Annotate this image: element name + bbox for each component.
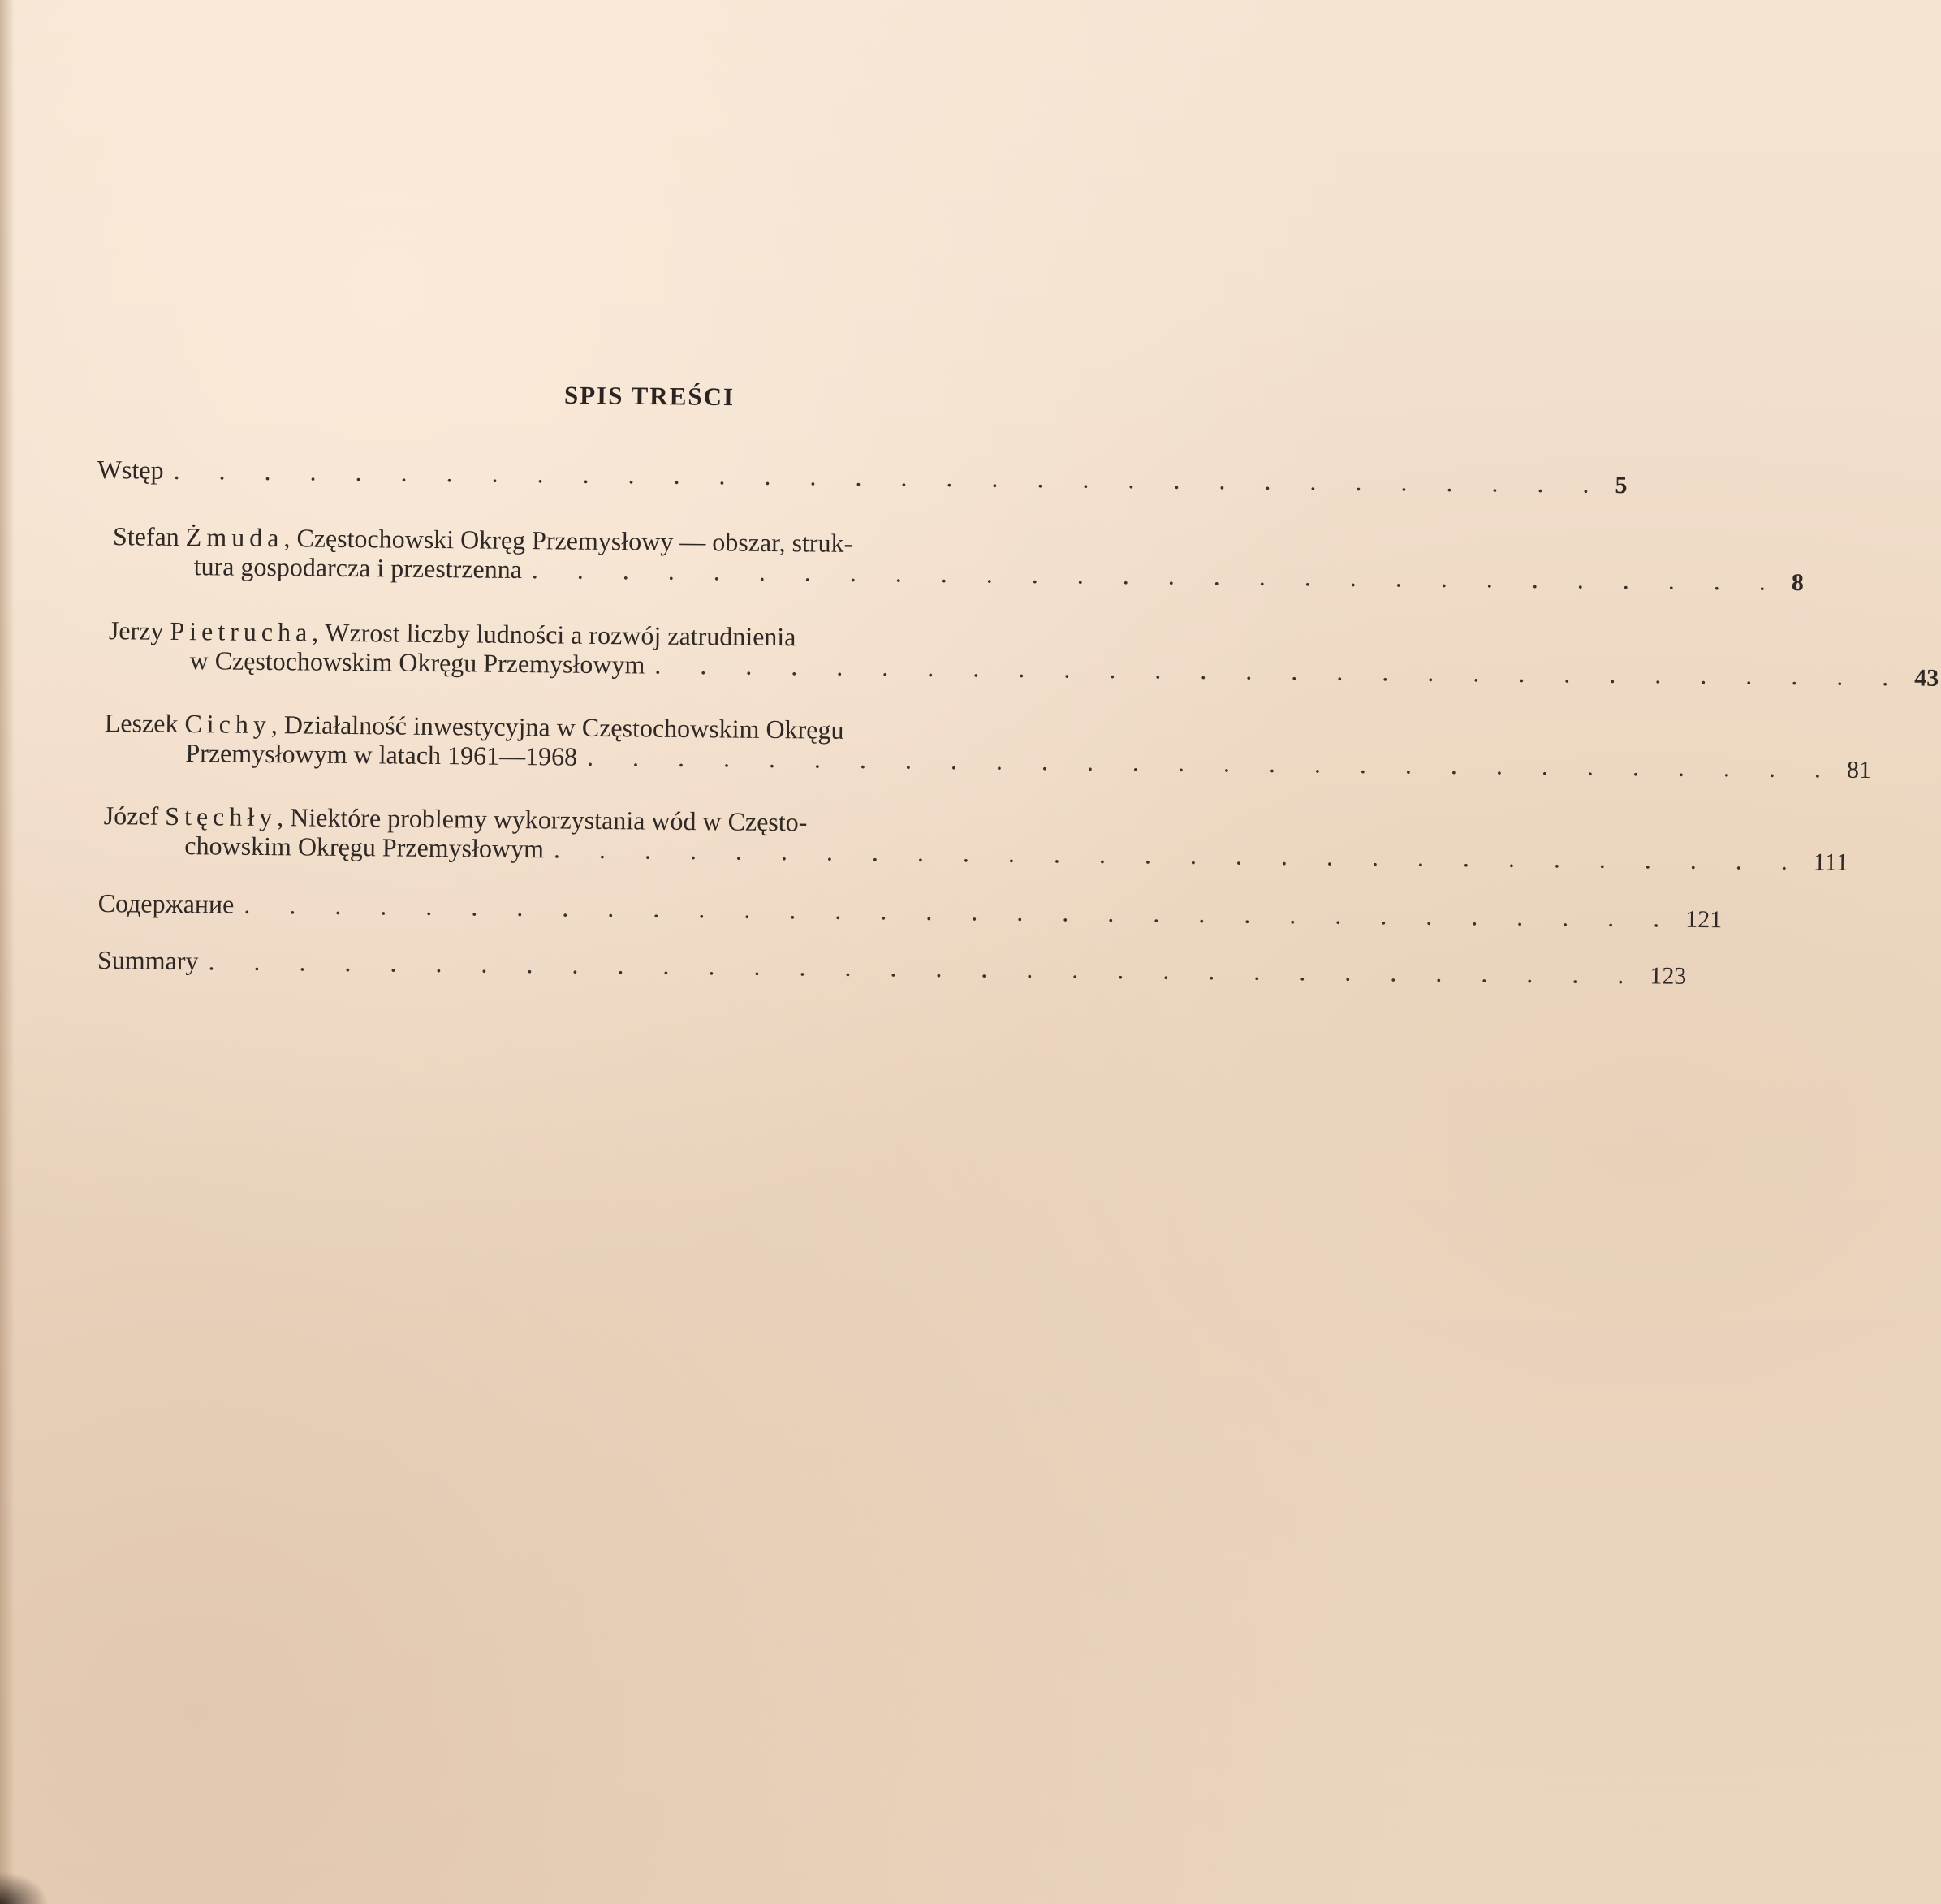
leader-dots: . . . . . . . . . . . . . . . . . . . . . . . . . . . . [586, 741, 1838, 784]
author-last-name: Pietrucha [170, 615, 313, 647]
author-last-name: Stęchły [165, 801, 278, 832]
article-title-line2: Przemysłowym w latach 1961—1968 [185, 738, 578, 771]
toc-entry-wstep[interactable] [97, 455, 1628, 499]
leader-dots: . . . . . . . . . . . . . . . . . . . . . . . . . . . . [553, 834, 1805, 876]
toc-entry-title: Wstęp [97, 455, 164, 485]
author-first-name: Józef [103, 801, 159, 831]
table-of-contents [93, 455, 1939, 990]
article-title-line2: w Częstochowskim Okręgu Przemysłowym [189, 645, 645, 680]
toc-entry-cichy[interactable]: Leszek Cichy , Działalność inwestycyjna w Częstochowskim Okręgu Przemysłowym w latach 1961—1968 . . . . . . . . . . . . . . . . . . . . . . . . . . . . 81 [104, 708, 1872, 784]
article-title-line1: Działalność inwestycyjna w Częstochowskim Okręgu [283, 710, 844, 745]
author-first-name: Leszek [104, 708, 179, 738]
leader-dots: . . . . . . . . . . . . . . . . . . . . . . . . . . . . . . . . [244, 889, 1676, 933]
article-title-line1: Częstochowski Okręg Przemysłowy — obszar, struk- [296, 523, 853, 558]
toc-entry-zmuda[interactable]: Stefan Żmuda , Częstochowski Okręg Przemysłowy — obszar, struk- tura gospodarcza i przestrzenna . . . . . . . . . . . . . . . . . . . . . . . . . . . . 8 [112, 521, 1804, 597]
toc-page-number: 81 [1846, 756, 1872, 784]
toc-page-number: 5 [1615, 471, 1628, 499]
toc-page-number: 123 [1650, 962, 1687, 990]
author-last-name: Żmuda [185, 522, 284, 553]
leader-dots: . . . . . . . . . . . . . . . . . . . . . . . . . . . . . . . . [208, 946, 1641, 990]
leader-dots: . . . . . . . . . . . . . . . . . . . . . . . . . . . . [654, 650, 1905, 692]
page-edge-shadow [0, 0, 15, 1904]
leader-dots: . . . . . . . . . . . . . . . . . . . . . . . . . . . . . . . . [173, 455, 1606, 499]
article-title-line2: tura gospodarcza i przestrzenna [193, 551, 523, 585]
leader-dots: . . . . . . . . . . . . . . . . . . . . . . . . . . . . [531, 555, 1783, 596]
toc-page-number: 8 [1791, 569, 1804, 597]
article-title-line1: Wzrost liczby ludności a rozwój zatrudnienia [325, 617, 796, 652]
toc-entry-summary[interactable] [93, 945, 1687, 990]
toc-entry-stechly[interactable]: Józef Stęchły , Niektóre problemy wykorzystania wód w Często- chowskim Okręgu Przemysłowym . . . . . . . . . . . . . . . . . . . . . . . . . . . . 111 [103, 801, 1848, 876]
toc-entry-title: Summary [97, 945, 199, 976]
article-title-line2: chowskim Okręgu Przemysłowym [184, 831, 545, 864]
author-last-name: Cichy [184, 709, 272, 740]
toc-entry-pietrucha[interactable]: Jerzy Pietrucha , Wzrost liczby ludności a rozwój zatrudnienia w Częstochowskim Okręgu Przemysłowym . . . . . . . . . . . . . . . . . . . . . . . . . . . . 43 [108, 615, 1939, 692]
toc-entry-title: Содержание [97, 888, 235, 919]
page-title: SPIS TREŚCI [563, 380, 735, 412]
author-first-name: Jerzy [108, 615, 164, 645]
toc-page-number: 43 [1914, 664, 1939, 692]
article-title-line1: Niektóre problemy wykorzystania wód w Często- [290, 802, 808, 837]
toc-entry-russian-summary[interactable] [93, 888, 1723, 934]
toc-page-number: 121 [1685, 905, 1723, 934]
author-first-name: Stefan [112, 521, 179, 551]
page-corner-shadow [0, 1872, 49, 1904]
toc-page-number: 111 [1813, 848, 1848, 876]
